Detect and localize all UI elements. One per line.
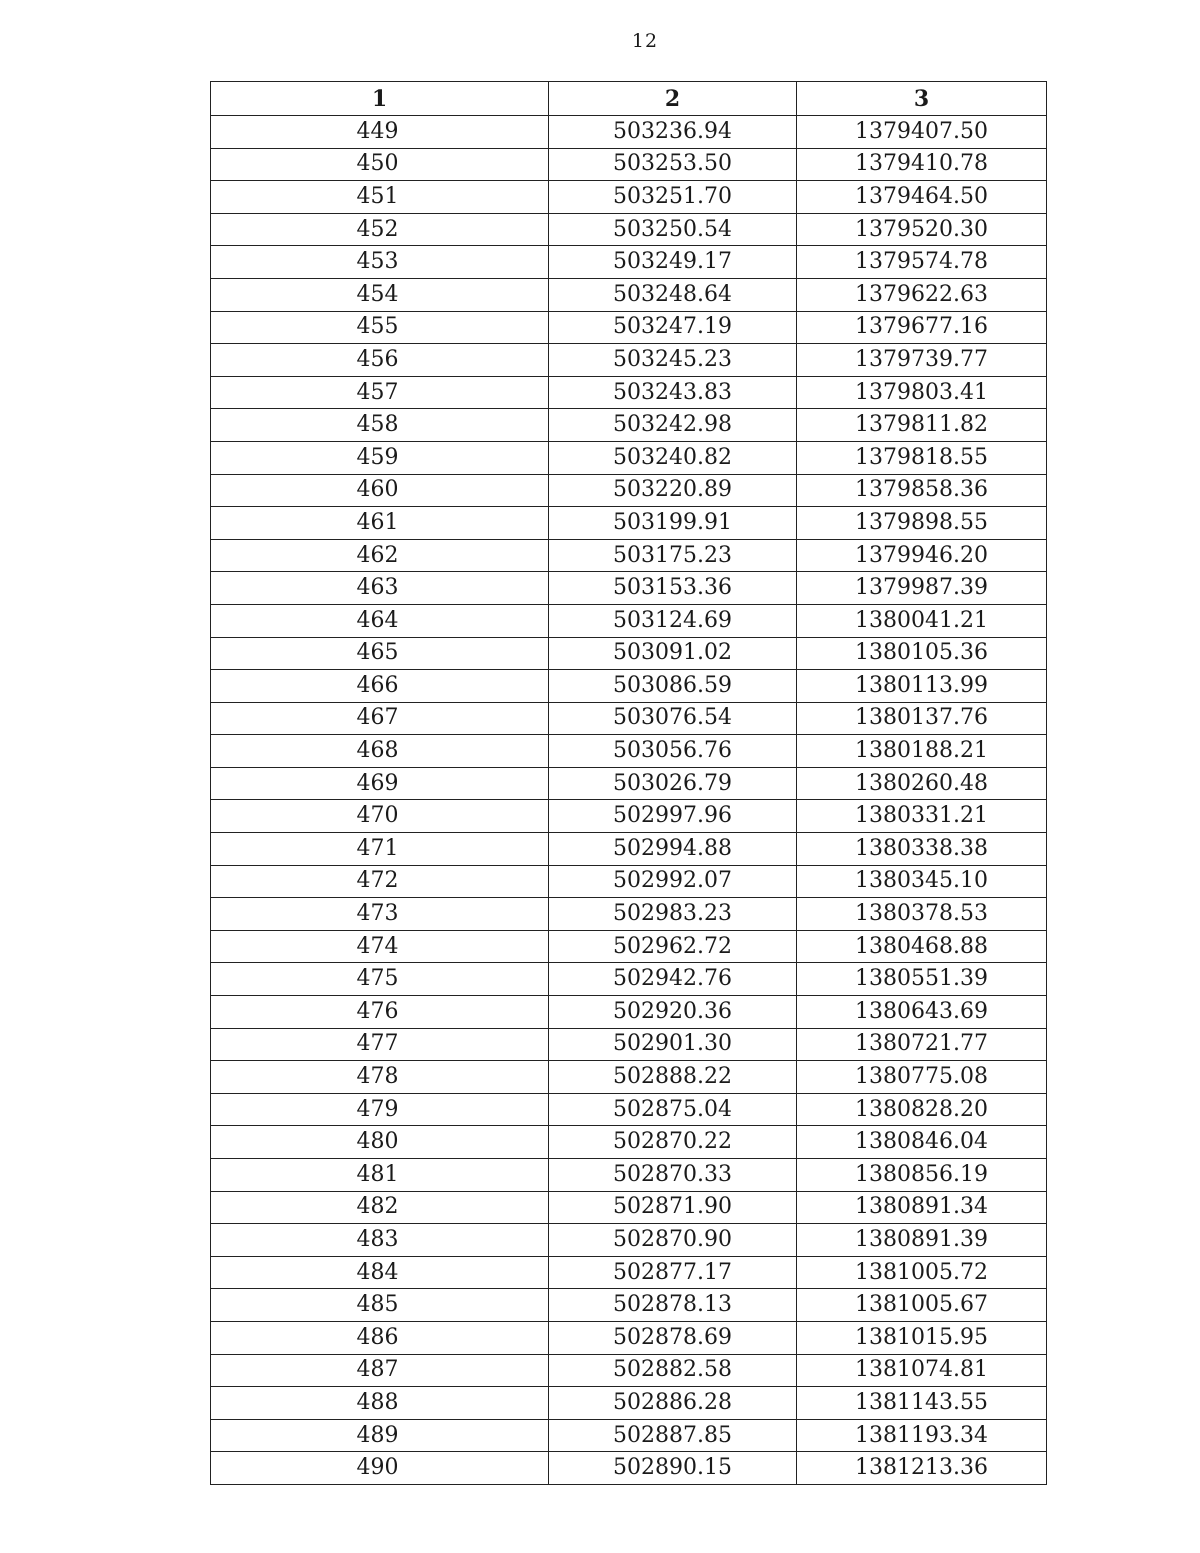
table-cell-col-1: 479 [211, 1093, 549, 1126]
table-row [211, 996, 1047, 1029]
table-cell-col-1: 450 [211, 148, 549, 181]
table-cell-col-1: 471 [211, 833, 549, 866]
table-row [211, 572, 1047, 605]
table-cell-col-3: 1380775.08 [797, 1061, 1047, 1094]
table-cell-col-2: 502882.58 [549, 1354, 797, 1387]
table-cell-col-2: 503248.64 [549, 278, 797, 311]
table-cell-col-2: 503242.98 [549, 409, 797, 442]
header-row [211, 82, 1047, 116]
table-cell-col-1: 464 [211, 604, 549, 637]
table-cell-col-3: 1380331.21 [797, 800, 1047, 833]
table-cell-col-1: 465 [211, 637, 549, 670]
table-row [211, 670, 1047, 703]
table-cell-col-1: 451 [211, 181, 549, 214]
table-cell-col-2: 502870.22 [549, 1126, 797, 1159]
table-row [211, 1354, 1047, 1387]
table-cell-col-3: 1379739.77 [797, 344, 1047, 377]
table-cell-col-1: 459 [211, 441, 549, 474]
table-cell-col-2: 502878.69 [549, 1321, 797, 1354]
table-row [211, 1321, 1047, 1354]
table-row [211, 1419, 1047, 1452]
table-cell-col-2: 502983.23 [549, 898, 797, 931]
table-cell-col-1: 467 [211, 702, 549, 735]
table-cell-col-2: 503245.23 [549, 344, 797, 377]
table-cell-col-2: 503243.83 [549, 376, 797, 409]
table-row [211, 702, 1047, 735]
table-row [211, 1191, 1047, 1224]
table-cell-col-2: 503175.23 [549, 539, 797, 572]
table-row [211, 1061, 1047, 1094]
table-cell-col-3: 1379677.16 [797, 311, 1047, 344]
table-row [211, 735, 1047, 768]
table-row [211, 800, 1047, 833]
table-row [211, 181, 1047, 214]
table-cell-col-3: 1380105.36 [797, 637, 1047, 670]
table-row [211, 246, 1047, 279]
table-row [211, 604, 1047, 637]
table-row [211, 539, 1047, 572]
table-cell-col-3: 1379464.50 [797, 181, 1047, 214]
table-cell-col-3: 1379622.63 [797, 278, 1047, 311]
table-cell-col-1: 489 [211, 1419, 549, 1452]
table-cell-col-2: 502962.72 [549, 930, 797, 963]
table-cell-col-3: 1379946.20 [797, 539, 1047, 572]
table-cell-col-2: 503086.59 [549, 670, 797, 703]
table-cell-col-2: 502887.85 [549, 1419, 797, 1452]
table-cell-col-3: 1380378.53 [797, 898, 1047, 931]
table-cell-col-1: 486 [211, 1321, 549, 1354]
table-cell-col-1: 452 [211, 213, 549, 246]
table-cell-col-3: 1380137.76 [797, 702, 1047, 735]
table-cell-col-2: 502877.17 [549, 1256, 797, 1289]
table-row [211, 474, 1047, 507]
table-row [211, 1126, 1047, 1159]
page-number: 12 [631, 30, 659, 52]
table-cell-col-3: 1379818.55 [797, 441, 1047, 474]
table-cell-col-2: 503091.02 [549, 637, 797, 670]
table-cell-col-3: 1381015.95 [797, 1321, 1047, 1354]
table-cell-col-2: 502870.33 [549, 1159, 797, 1192]
table-body [211, 116, 1047, 1485]
table-cell-col-3: 1381143.55 [797, 1387, 1047, 1420]
table-cell-col-2: 503253.50 [549, 148, 797, 181]
table-cell-col-1: 454 [211, 278, 549, 311]
table-cell-col-3: 1379898.55 [797, 507, 1047, 540]
table-row [211, 898, 1047, 931]
table-row [211, 344, 1047, 377]
table-cell-col-3: 1379407.50 [797, 116, 1047, 149]
table-row [211, 507, 1047, 540]
table-cell-col-1: 477 [211, 1028, 549, 1061]
table-cell-col-1: 463 [211, 572, 549, 605]
table-cell-col-3: 1380721.77 [797, 1028, 1047, 1061]
table-row [211, 311, 1047, 344]
table-row [211, 833, 1047, 866]
table-row [211, 1224, 1047, 1257]
table-cell-col-2: 502871.90 [549, 1191, 797, 1224]
table-cell-col-2: 503247.19 [549, 311, 797, 344]
table-cell-col-1: 469 [211, 767, 549, 800]
table-cell-col-1: 490 [211, 1452, 549, 1485]
table-cell-col-1: 485 [211, 1289, 549, 1322]
table-cell-col-3: 1380113.99 [797, 670, 1047, 703]
table-cell-col-2: 503153.36 [549, 572, 797, 605]
table-cell-col-1: 472 [211, 865, 549, 898]
table-row [211, 116, 1047, 149]
table-cell-col-3: 1379858.36 [797, 474, 1047, 507]
table-cell-col-3: 1380041.21 [797, 604, 1047, 637]
table-cell-col-1: 449 [211, 116, 549, 149]
table-cell-col-1: 483 [211, 1224, 549, 1257]
table-cell-col-3: 1380891.34 [797, 1191, 1047, 1224]
table-cell-col-3: 1381213.36 [797, 1452, 1047, 1485]
table-cell-col-1: 480 [211, 1126, 549, 1159]
table-cell-col-1: 461 [211, 507, 549, 540]
table-cell-col-3: 1381193.34 [797, 1419, 1047, 1452]
table-cell-col-3: 1380468.88 [797, 930, 1047, 963]
table-cell-col-2: 502875.04 [549, 1093, 797, 1126]
table-row [211, 1452, 1047, 1485]
table-cell-col-1: 482 [211, 1191, 549, 1224]
table-cell-col-1: 460 [211, 474, 549, 507]
table-cell-col-2: 502888.22 [549, 1061, 797, 1094]
table-cell-col-1: 476 [211, 996, 549, 1029]
table-cell-col-1: 458 [211, 409, 549, 442]
table-cell-col-2: 503056.76 [549, 735, 797, 768]
table-row [211, 1159, 1047, 1192]
table-cell-col-3: 1380188.21 [797, 735, 1047, 768]
table-row [211, 1093, 1047, 1126]
table-cell-col-2: 503236.94 [549, 116, 797, 149]
table-cell-col-3: 1379410.78 [797, 148, 1047, 181]
table-cell-col-2: 502920.36 [549, 996, 797, 1029]
table-row [211, 963, 1047, 996]
table-cell-col-2: 502878.13 [549, 1289, 797, 1322]
table-cell-col-1: 474 [211, 930, 549, 963]
table-cell-col-1: 488 [211, 1387, 549, 1420]
table-cell-col-1: 473 [211, 898, 549, 931]
table-header [211, 82, 1047, 116]
table-cell-col-3: 1380856.19 [797, 1159, 1047, 1192]
table-cell-col-1: 484 [211, 1256, 549, 1289]
table-cell-col-2: 502942.76 [549, 963, 797, 996]
table-cell-col-3: 1380260.48 [797, 767, 1047, 800]
table-cell-col-1: 468 [211, 735, 549, 768]
table-cell-col-2: 502886.28 [549, 1387, 797, 1420]
table-row [211, 148, 1047, 181]
table-row [211, 930, 1047, 963]
table-cell-col-3: 1380891.39 [797, 1224, 1047, 1257]
table-row [211, 1289, 1047, 1322]
table-cell-col-2: 502994.88 [549, 833, 797, 866]
table-row [211, 767, 1047, 800]
table-cell-col-3: 1379803.41 [797, 376, 1047, 409]
column-header-3: 3 [797, 82, 1047, 116]
table-row [211, 441, 1047, 474]
table-cell-col-3: 1380828.20 [797, 1093, 1047, 1126]
table-row [211, 865, 1047, 898]
table-cell-col-1: 462 [211, 539, 549, 572]
table-cell-col-3: 1380338.38 [797, 833, 1047, 866]
table-row [211, 376, 1047, 409]
table-cell-col-3: 1379574.78 [797, 246, 1047, 279]
table-cell-col-1: 487 [211, 1354, 549, 1387]
column-header-2: 2 [549, 82, 797, 116]
table-cell-col-3: 1381005.67 [797, 1289, 1047, 1322]
table-cell-col-2: 503240.82 [549, 441, 797, 474]
table-cell-col-2: 502997.96 [549, 800, 797, 833]
table-cell-col-1: 475 [211, 963, 549, 996]
table-cell-col-3: 1380345.10 [797, 865, 1047, 898]
table-cell-col-1: 470 [211, 800, 549, 833]
table-row [211, 213, 1047, 246]
table-cell-col-1: 457 [211, 376, 549, 409]
table-cell-col-2: 503220.89 [549, 474, 797, 507]
table-cell-col-3: 1380551.39 [797, 963, 1047, 996]
table-cell-col-2: 503250.54 [549, 213, 797, 246]
table-row [211, 1256, 1047, 1289]
table-cell-col-2: 502890.15 [549, 1452, 797, 1485]
table-row [211, 637, 1047, 670]
table-cell-col-1: 478 [211, 1061, 549, 1094]
table-cell-col-1: 455 [211, 311, 549, 344]
table-cell-col-2: 503199.91 [549, 507, 797, 540]
table-cell-col-2: 503026.79 [549, 767, 797, 800]
table-cell-col-2: 503076.54 [549, 702, 797, 735]
table-cell-col-2: 502870.90 [549, 1224, 797, 1257]
table-cell-col-2: 502901.30 [549, 1028, 797, 1061]
table-cell-col-3: 1380643.69 [797, 996, 1047, 1029]
table-cell-col-1: 453 [211, 246, 549, 279]
table-cell-col-2: 503251.70 [549, 181, 797, 214]
table-cell-col-3: 1380846.04 [797, 1126, 1047, 1159]
table-cell-col-3: 1379811.82 [797, 409, 1047, 442]
table-cell-col-2: 503124.69 [549, 604, 797, 637]
table-cell-col-2: 503249.17 [549, 246, 797, 279]
table-cell-col-1: 456 [211, 344, 549, 377]
table-cell-col-3: 1381074.81 [797, 1354, 1047, 1387]
table-row [211, 278, 1047, 311]
table-cell-col-3: 1379987.39 [797, 572, 1047, 605]
table-cell-col-3: 1379520.30 [797, 213, 1047, 246]
column-header-1: 1 [211, 82, 549, 116]
table-row [211, 1028, 1047, 1061]
table-row [211, 409, 1047, 442]
table-cell-col-1: 481 [211, 1159, 549, 1192]
coordinates-table [210, 81, 1047, 1485]
table-cell-col-3: 1381005.72 [797, 1256, 1047, 1289]
table-cell-col-2: 502992.07 [549, 865, 797, 898]
table-cell-col-1: 466 [211, 670, 549, 703]
table-row [211, 1387, 1047, 1420]
